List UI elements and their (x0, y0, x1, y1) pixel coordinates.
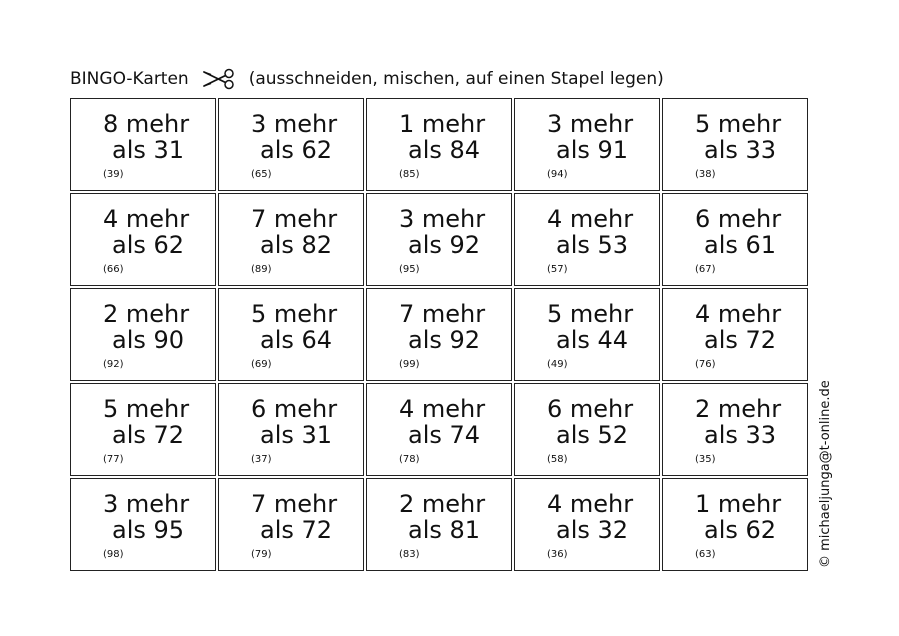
bingo-card (366, 383, 512, 476)
card-base-line: als 32 (556, 516, 629, 544)
card-answer: (66) (103, 264, 124, 275)
card-base-line: als 72 (704, 326, 777, 354)
bingo-card (218, 478, 364, 571)
card-base-line: als 33 (704, 421, 777, 449)
card-task-line: 4 mehr (695, 300, 782, 328)
card-base-line: als 81 (408, 516, 481, 544)
card-answer: (94) (547, 169, 568, 180)
card-task-line: 3 mehr (251, 110, 338, 138)
bingo-card (662, 478, 808, 571)
card-task-line: 7 mehr (399, 300, 486, 328)
bingo-card (366, 193, 512, 286)
card-base-line: als 31 (112, 136, 185, 164)
card-base-line: als 92 (408, 326, 481, 354)
bingo-card (662, 98, 808, 191)
bingo-card (514, 288, 660, 381)
card-task-line: 2 mehr (695, 395, 782, 423)
card-answer: (83) (399, 549, 420, 560)
card-answer: (95) (399, 264, 420, 275)
card-answer: (58) (547, 454, 568, 465)
card-task-line: 4 mehr (547, 205, 634, 233)
bingo-card (662, 288, 808, 381)
card-base-line: als 52 (556, 421, 629, 449)
card-base-line: als 91 (556, 136, 629, 164)
worksheet-title: BINGO-Karten (70, 69, 189, 89)
card-base-line: als 62 (704, 516, 777, 544)
card-base-line: als 95 (112, 516, 185, 544)
bingo-card (70, 383, 216, 476)
bingo-card (366, 98, 512, 191)
card-task-line: 7 mehr (251, 490, 338, 518)
card-answer: (63) (695, 549, 716, 560)
bingo-card (662, 193, 808, 286)
card-task-line: 3 mehr (399, 205, 486, 233)
card-answer: (35) (695, 454, 716, 465)
card-base-line: als 62 (112, 231, 185, 259)
bingo-card (662, 383, 808, 476)
bingo-card (366, 478, 512, 571)
bingo-card (70, 288, 216, 381)
card-answer: (69) (251, 359, 272, 370)
card-base-line: als 74 (408, 421, 481, 449)
card-task-line: 2 mehr (399, 490, 486, 518)
card-task-line: 8 mehr (103, 110, 190, 138)
scissors-icon (201, 67, 237, 91)
card-base-line: als 62 (260, 136, 333, 164)
card-task-line: 5 mehr (695, 110, 782, 138)
card-base-line: als 84 (408, 136, 481, 164)
card-answer: (77) (103, 454, 124, 465)
card-task-line: 1 mehr (399, 110, 486, 138)
card-base-line: als 72 (112, 421, 185, 449)
bingo-card (70, 478, 216, 571)
card-task-line: 3 mehr (103, 490, 190, 518)
card-base-line: als 92 (408, 231, 481, 259)
card-base-line: als 53 (556, 231, 629, 259)
card-base-line: als 44 (556, 326, 629, 354)
card-task-line: 4 mehr (103, 205, 190, 233)
bingo-card (514, 383, 660, 476)
bingo-card (218, 193, 364, 286)
card-answer: (49) (547, 359, 568, 370)
card-answer: (92) (103, 359, 124, 370)
card-answer: (85) (399, 169, 420, 180)
card-answer: (65) (251, 169, 272, 180)
card-answer: (57) (547, 264, 568, 275)
card-base-line: als 72 (260, 516, 333, 544)
card-task-line: 3 mehr (547, 110, 634, 138)
card-base-line: als 31 (260, 421, 333, 449)
card-task-line: 4 mehr (399, 395, 486, 423)
worksheet-header (70, 66, 664, 92)
card-task-line: 4 mehr (547, 490, 634, 518)
bingo-card (366, 288, 512, 381)
card-task-line: 5 mehr (251, 300, 338, 328)
card-base-line: als 61 (704, 231, 777, 259)
card-answer: (78) (399, 454, 420, 465)
bingo-card-grid (70, 98, 809, 571)
card-answer: (89) (251, 264, 272, 275)
card-task-line: 6 mehr (547, 395, 634, 423)
card-base-line: als 82 (260, 231, 333, 259)
bingo-card (70, 193, 216, 286)
card-task-line: 6 mehr (251, 395, 338, 423)
card-answer: (39) (103, 169, 124, 180)
copyright-notice: © michaeljunga@t-online.de (818, 380, 833, 568)
bingo-card (218, 98, 364, 191)
bingo-card (218, 383, 364, 476)
card-base-line: als 90 (112, 326, 185, 354)
card-answer: (67) (695, 264, 716, 275)
card-base-line: als 64 (260, 326, 333, 354)
card-answer: (38) (695, 169, 716, 180)
card-task-line: 2 mehr (103, 300, 190, 328)
card-answer: (99) (399, 359, 420, 370)
card-task-line: 1 mehr (695, 490, 782, 518)
card-answer: (76) (695, 359, 716, 370)
card-answer: (36) (547, 549, 568, 560)
card-answer: (37) (251, 454, 272, 465)
bingo-card (514, 98, 660, 191)
card-answer: (79) (251, 549, 272, 560)
card-answer: (98) (103, 549, 124, 560)
card-task-line: 5 mehr (103, 395, 190, 423)
card-task-line: 7 mehr (251, 205, 338, 233)
card-task-line: 5 mehr (547, 300, 634, 328)
card-base-line: als 33 (704, 136, 777, 164)
card-task-line: 6 mehr (695, 205, 782, 233)
bingo-card (514, 193, 660, 286)
bingo-card (218, 288, 364, 381)
bingo-card (514, 478, 660, 571)
instruction-text: (ausschneiden, mischen, auf einen Stapel legen) (248, 69, 664, 89)
bingo-card (70, 98, 216, 191)
